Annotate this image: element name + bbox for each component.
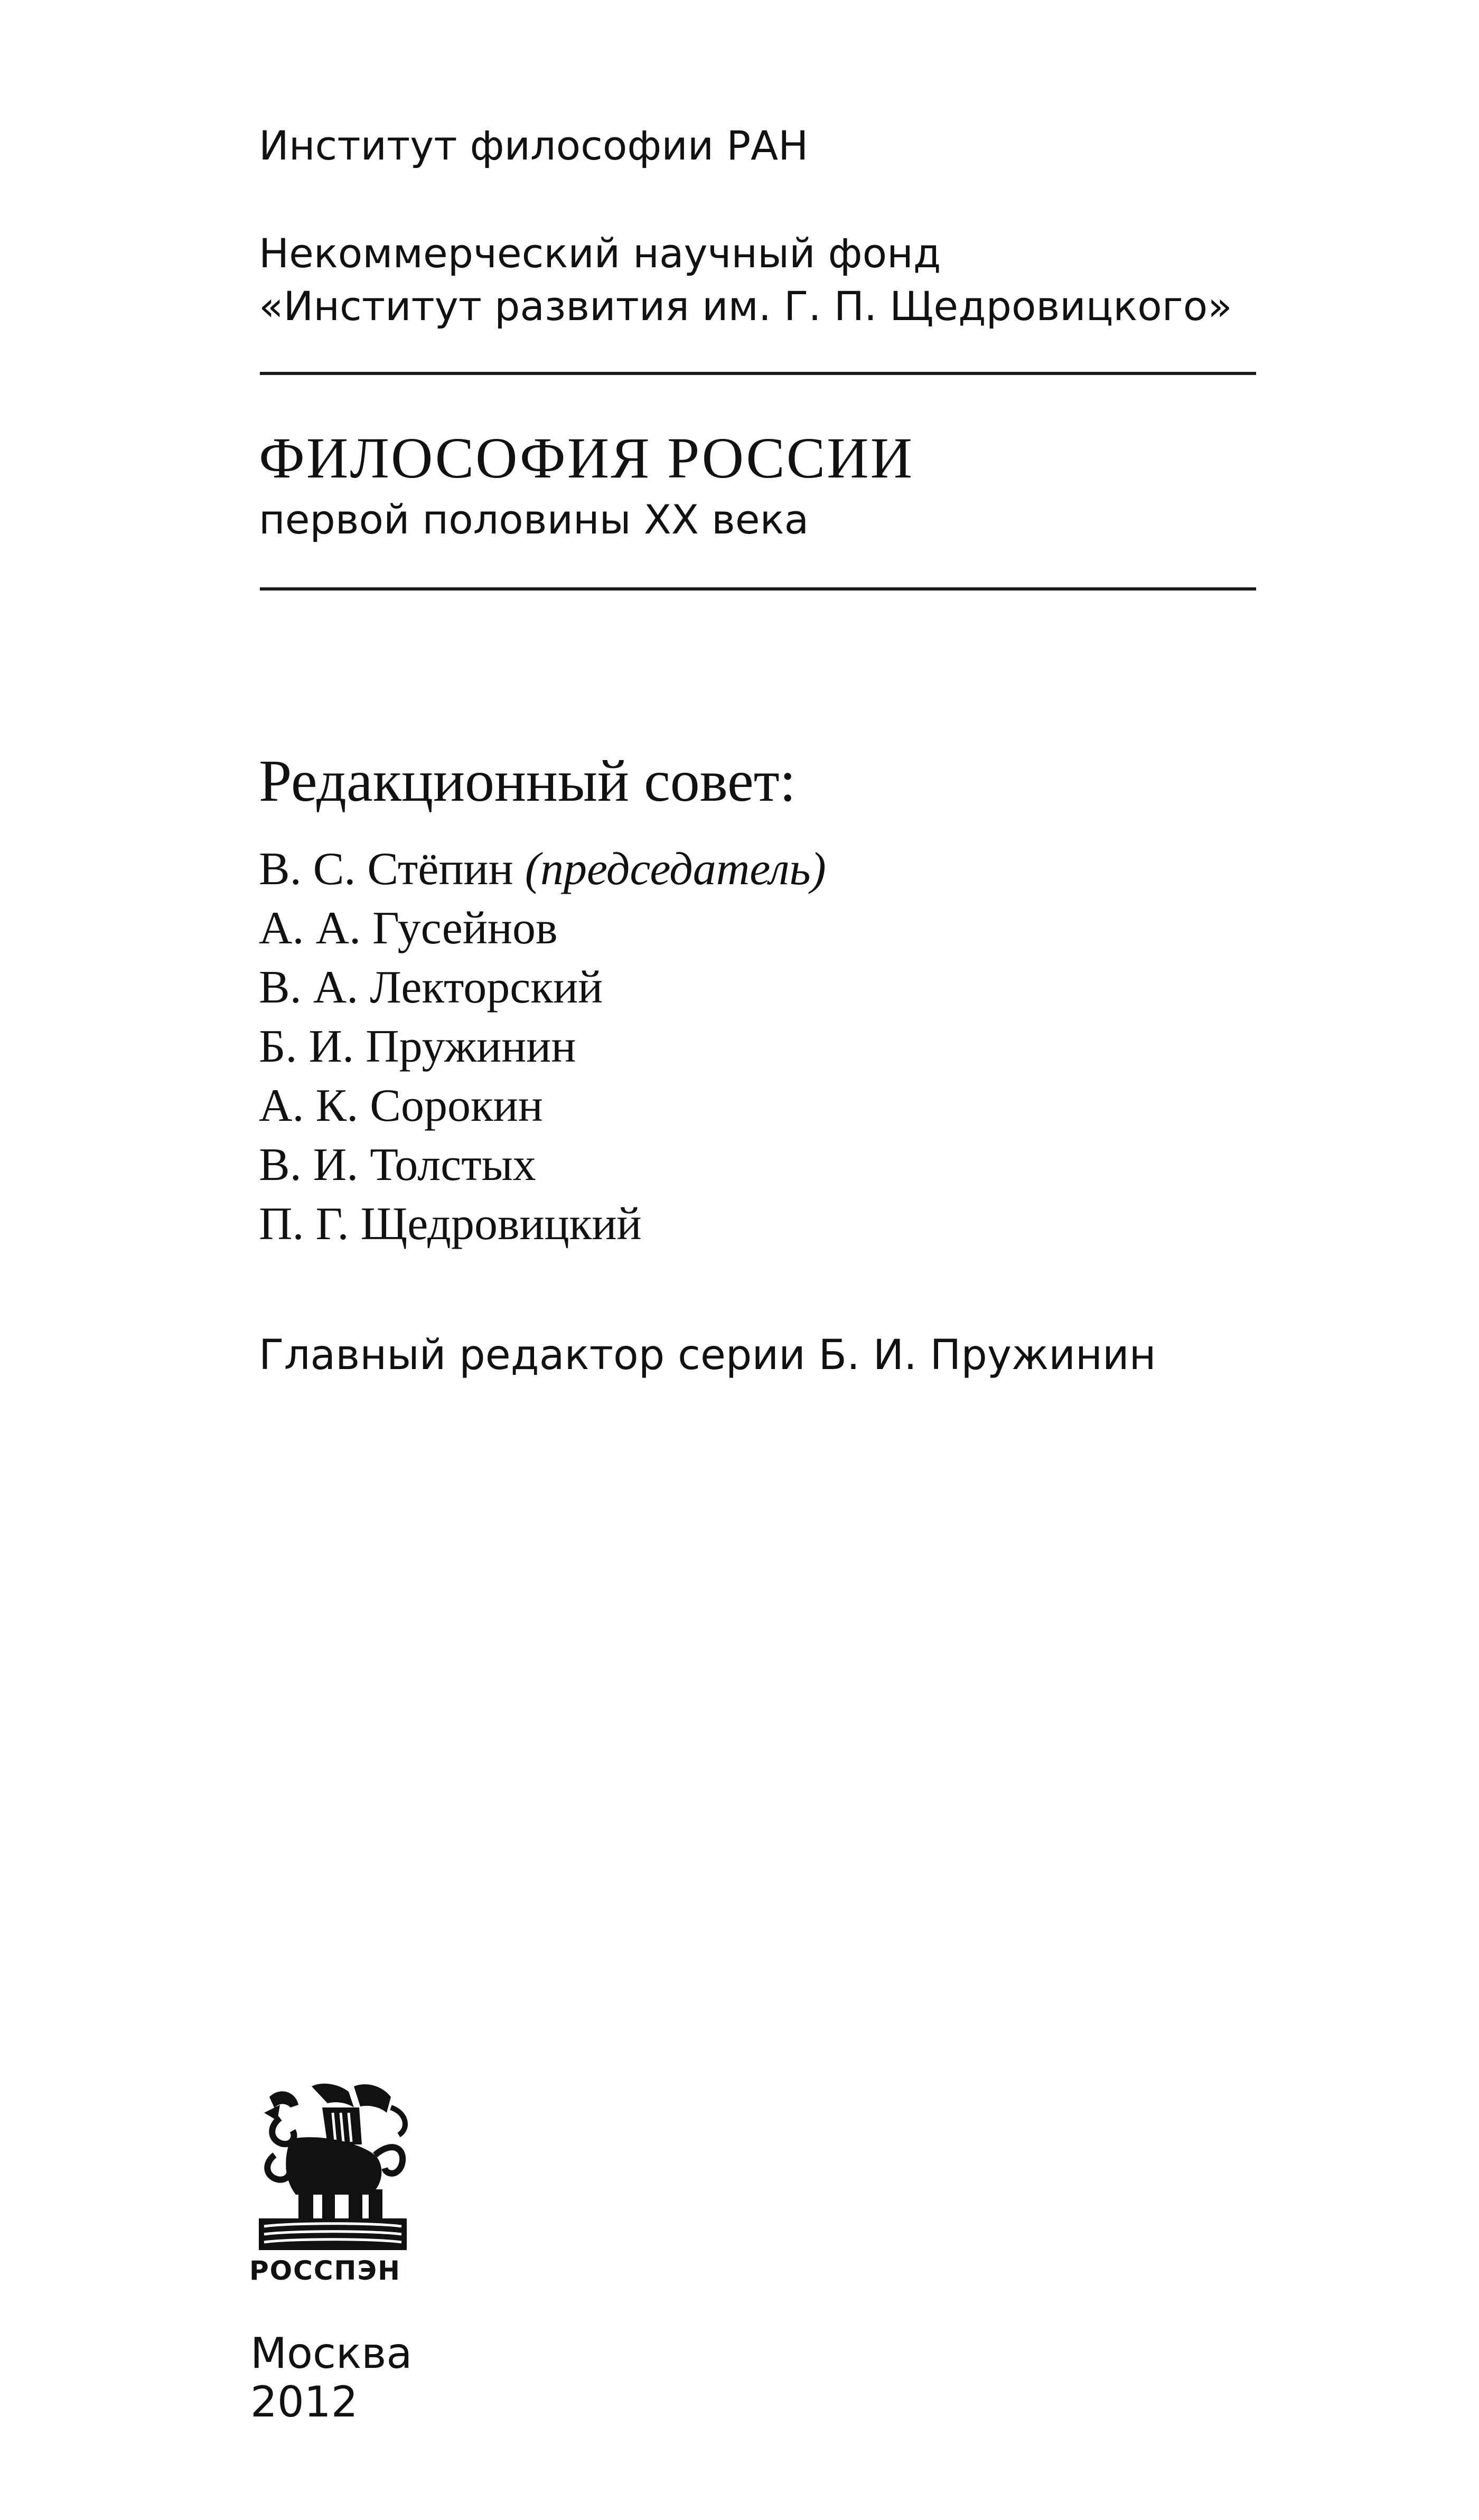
publisher-name: РОССПЭН [249,2255,401,2286]
bottom-divider [260,587,1256,591]
board-member [259,958,826,1017]
member-role: (председатель) [525,844,826,895]
institute-name: Институт философии РАН [259,122,809,169]
board-member [259,1195,826,1254]
editorial-board-heading: Редакционный совет: [259,748,796,814]
series-subtitle: первой половины XX века [259,496,809,543]
fund-name [259,227,1232,333]
editorial-board-list [259,840,826,1254]
member-name: А. А. Гусейнов [259,903,558,954]
board-member [259,840,826,899]
chief-editor: Главный редактор серии Б. И. Пружинин [259,1332,1156,1379]
board-member [259,1017,826,1076]
board-member [259,1076,826,1136]
top-divider [260,372,1256,375]
member-name: В. И. Толстых [259,1139,536,1191]
member-name: В. С. Стёпин [259,844,513,895]
griffin-book-logo-icon [248,2076,417,2255]
fund-line-2: «Институт развития им. Г. П. Щедровицкого» [259,283,1232,330]
member-name: П. Г. Щедровицкий [259,1198,642,1250]
imprint-year: 2012 [250,2377,358,2427]
imprint-city: Москва [250,2329,413,2378]
member-name: Б. И. Пружинин [259,1021,576,1072]
fund-line-1: Некоммерческий научный фонд [259,230,941,277]
member-name: А. К. Сорокин [259,1080,543,1131]
member-name: В. А. Лекторский [259,962,603,1013]
board-member [259,899,826,958]
series-title: ФИЛОСОФИЯ РОССИИ [259,426,914,490]
board-member [259,1136,826,1195]
